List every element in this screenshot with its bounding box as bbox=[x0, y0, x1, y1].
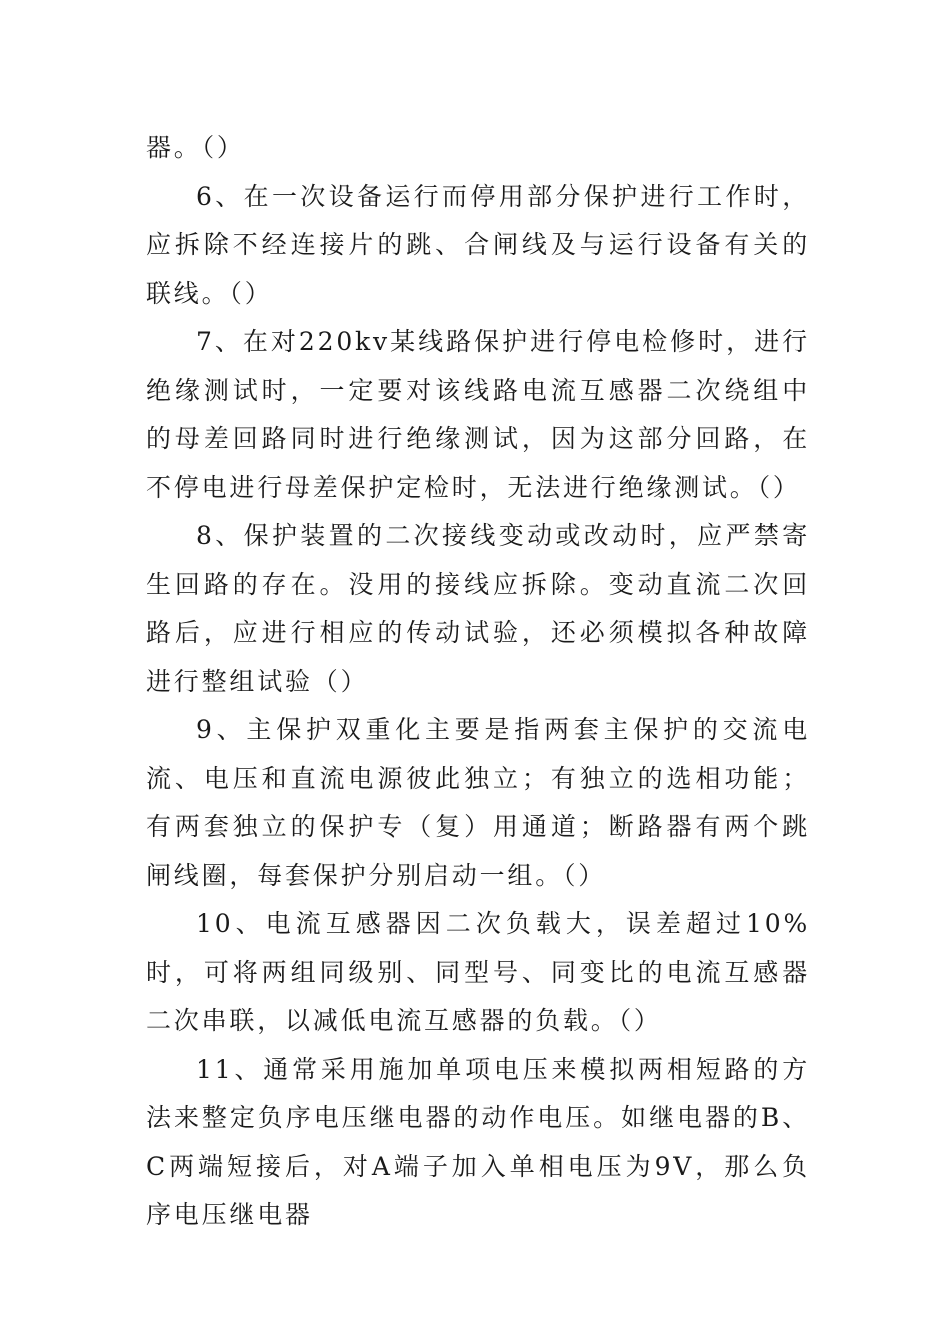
paragraph-item-9: 9、主保护双重化主要是指两套主保护的交流电流、电压和直流电源彼此独立；有独立的选相功能；有两套独立的保护专（复）用通道；断路器有两个跳闸线圈，每套保护分别启动一组。（） bbox=[146, 715, 810, 890]
paragraph-item-8: 8、保护装置的二次接线变动或改动时，应严禁寄生回路的存在。没用的接线应拆除。变动直流二次回路后，应进行相应的传动试验，还必须模拟各种故障进行整组试验（） bbox=[146, 521, 810, 696]
paragraph-item-11: 11、通常采用施加单项电压来模拟两相短路的方法来整定负序电压继电器的动作电压。如继电器的B、C两端短接后，对A端子加入单相电压为9V，那么负序电压继电器 bbox=[146, 1054, 810, 1229]
paragraph-continuation: 器。（） bbox=[146, 133, 245, 162]
paragraph-item-10: 10、电流互感器因二次负载大，误差超过10%时，可将两组同级别、同型号、同变比的电流互感器二次串联，以减低电流互感器的负载。（） bbox=[146, 909, 810, 1035]
paragraph-item-7: 7、在对220kv某线路保护进行停电检修时，进行绝缘测试时，一定要对该线路电流互感器二次绕组中的母差回路同时进行绝缘测试，因为这部分回路，在不停电进行母差保护定检时，无法进行绝缘测试。（） bbox=[146, 327, 810, 502]
paragraph-item-6: 6、在一次设备运行而停用部分保护进行工作时，应拆除不经连接片的跳、合闸线及与运行设备有关的联线。（） bbox=[146, 181, 810, 308]
document-body bbox=[146, 124, 810, 1240]
